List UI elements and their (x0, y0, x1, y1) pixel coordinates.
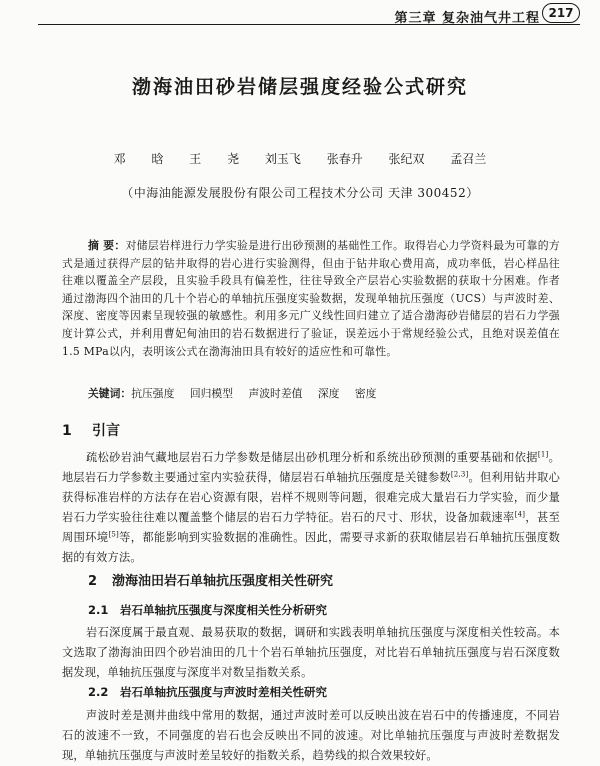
keyword: 声波时差值 (248, 387, 303, 400)
text-run: 。地层岩石力学参数主要通过室内实验获得，储层岩石单轴抗压强度是关键参数 (62, 451, 560, 484)
subsection-number: 2.2 (88, 685, 109, 699)
header-rule (38, 24, 580, 25)
keywords-label: 关键词： (88, 387, 132, 400)
paper-title: 渤海油田砂岩储层强度经验公式研究 (131, 76, 468, 98)
text-run: 疏松砂岩油气藏地层岩石力学参数是储层出砂机理分析和系统出砂预测的重要基础和依据 (86, 451, 538, 464)
keyword: 密度 (354, 387, 377, 400)
citation: [1] (537, 450, 549, 459)
section-title: 引言 (92, 423, 120, 439)
subsection-number: 2.1 (88, 603, 109, 617)
sonic-paragraph: 声波时差是测井曲线中常用的数据，通过声波时差可以反映出波在岩石中的传播速度，不同岩石的波速不一致，不同强度的岩石也会反映出不同的波速。对比单轴抗压强度与声波时差数据发现，单轴抗压强度与声波时差呈较好的指数关系，趋势线的拟合效果较好。 (62, 709, 560, 762)
author-list: 邓 晗 王 尧 刘玉飞 张春升 张纪双 孟召兰 (113, 152, 487, 166)
text-run: ，甚至周围环境 (62, 511, 560, 544)
keyword: 抗压强度 (131, 387, 175, 400)
running-title: 第三章 复杂油气井工程 (394, 11, 540, 26)
citation: [2,3] (450, 470, 469, 479)
affiliation: （中海油能源发展股份有限公司工程技术分公司 天津 300452） (121, 186, 479, 200)
keyword: 深度 (317, 387, 340, 400)
section-number: 2 (88, 574, 98, 589)
subsection-heading-2-1 (88, 602, 327, 618)
section-heading-2 (88, 570, 333, 589)
section-number: 1 (62, 423, 72, 439)
subsection-heading-2-2 (88, 684, 327, 700)
citation: [4] (514, 510, 526, 519)
keyword: 回归模型 (189, 387, 233, 400)
subsection-title: 岩石单轴抗压强度与声波时差相关性研究 (120, 685, 327, 699)
intro-paragraph (62, 448, 560, 568)
keywords (88, 386, 560, 401)
section-heading-1 (62, 420, 120, 440)
subsection-title: 岩石单轴抗压强度与深度相关性分析研究 (120, 603, 327, 617)
running-header (0, 3, 600, 25)
section-title: 渤海油田岩石单轴抗压强度相关性研究 (112, 574, 334, 589)
abstract-text: 对储层岩样进行力学实验是进行出砂预测的基础性工作。取得岩心力学资料最为可靠的方式是通过获得产层的钻井取得的岩心进行实验测得，但由于钻井取心费用高，成功率低，岩心样品往往难以覆盖全产层段，且实验手段具有偏差性，往往导致全产层岩心实验数据的获取十分困难。作者通过渤海四个油田的几十个岩心的单轴抗压强度实验数据，发现单轴抗压强度（UCS）与声波时差、深度、密度等因素呈现较强的敏感性。利用多元广义线性回归建立了适合渤海砂岩储层的岩石力学强度计算公式，并利用曹妃甸油田的岩石数据进行了验证，误差远小于常规经验公式，且绝对误差值在1.5 MPa以内，表明该公式在渤海油田具有较好的适应性和可靠性。 (62, 239, 560, 358)
text-run: 等，都能影响到实验数据的准确性。因此，需要寻求新的获取储层岩石单轴抗压强度数据的有效方法。 (62, 531, 560, 564)
abstract (62, 237, 560, 360)
page-number: 217 (542, 3, 580, 23)
citation: [5] (108, 530, 119, 539)
abstract-label: 摘 要： (88, 239, 126, 252)
depth-paragraph: 岩石深度属于最直观、最易获取的数据，调研和实践表明单轴抗压强度与深度相关性较高。本文选取了渤海油田四个砂岩油田的几十个岩石单轴抗压强度，对比岩石单轴抗压强度与岩石深度数据发现，单轴抗压强度与深度半对数呈指数关系。 (62, 626, 560, 679)
text-run: 。但利用钻井取心获得标准岩样的方法存在岩心资源有限，岩样不规则等问题，很难完成大量岩石力学实验，而少量岩石力学实验往往难以覆盖整个储层的岩石力学特征。岩石的尺寸、形状，设备加载速率 (62, 471, 560, 524)
